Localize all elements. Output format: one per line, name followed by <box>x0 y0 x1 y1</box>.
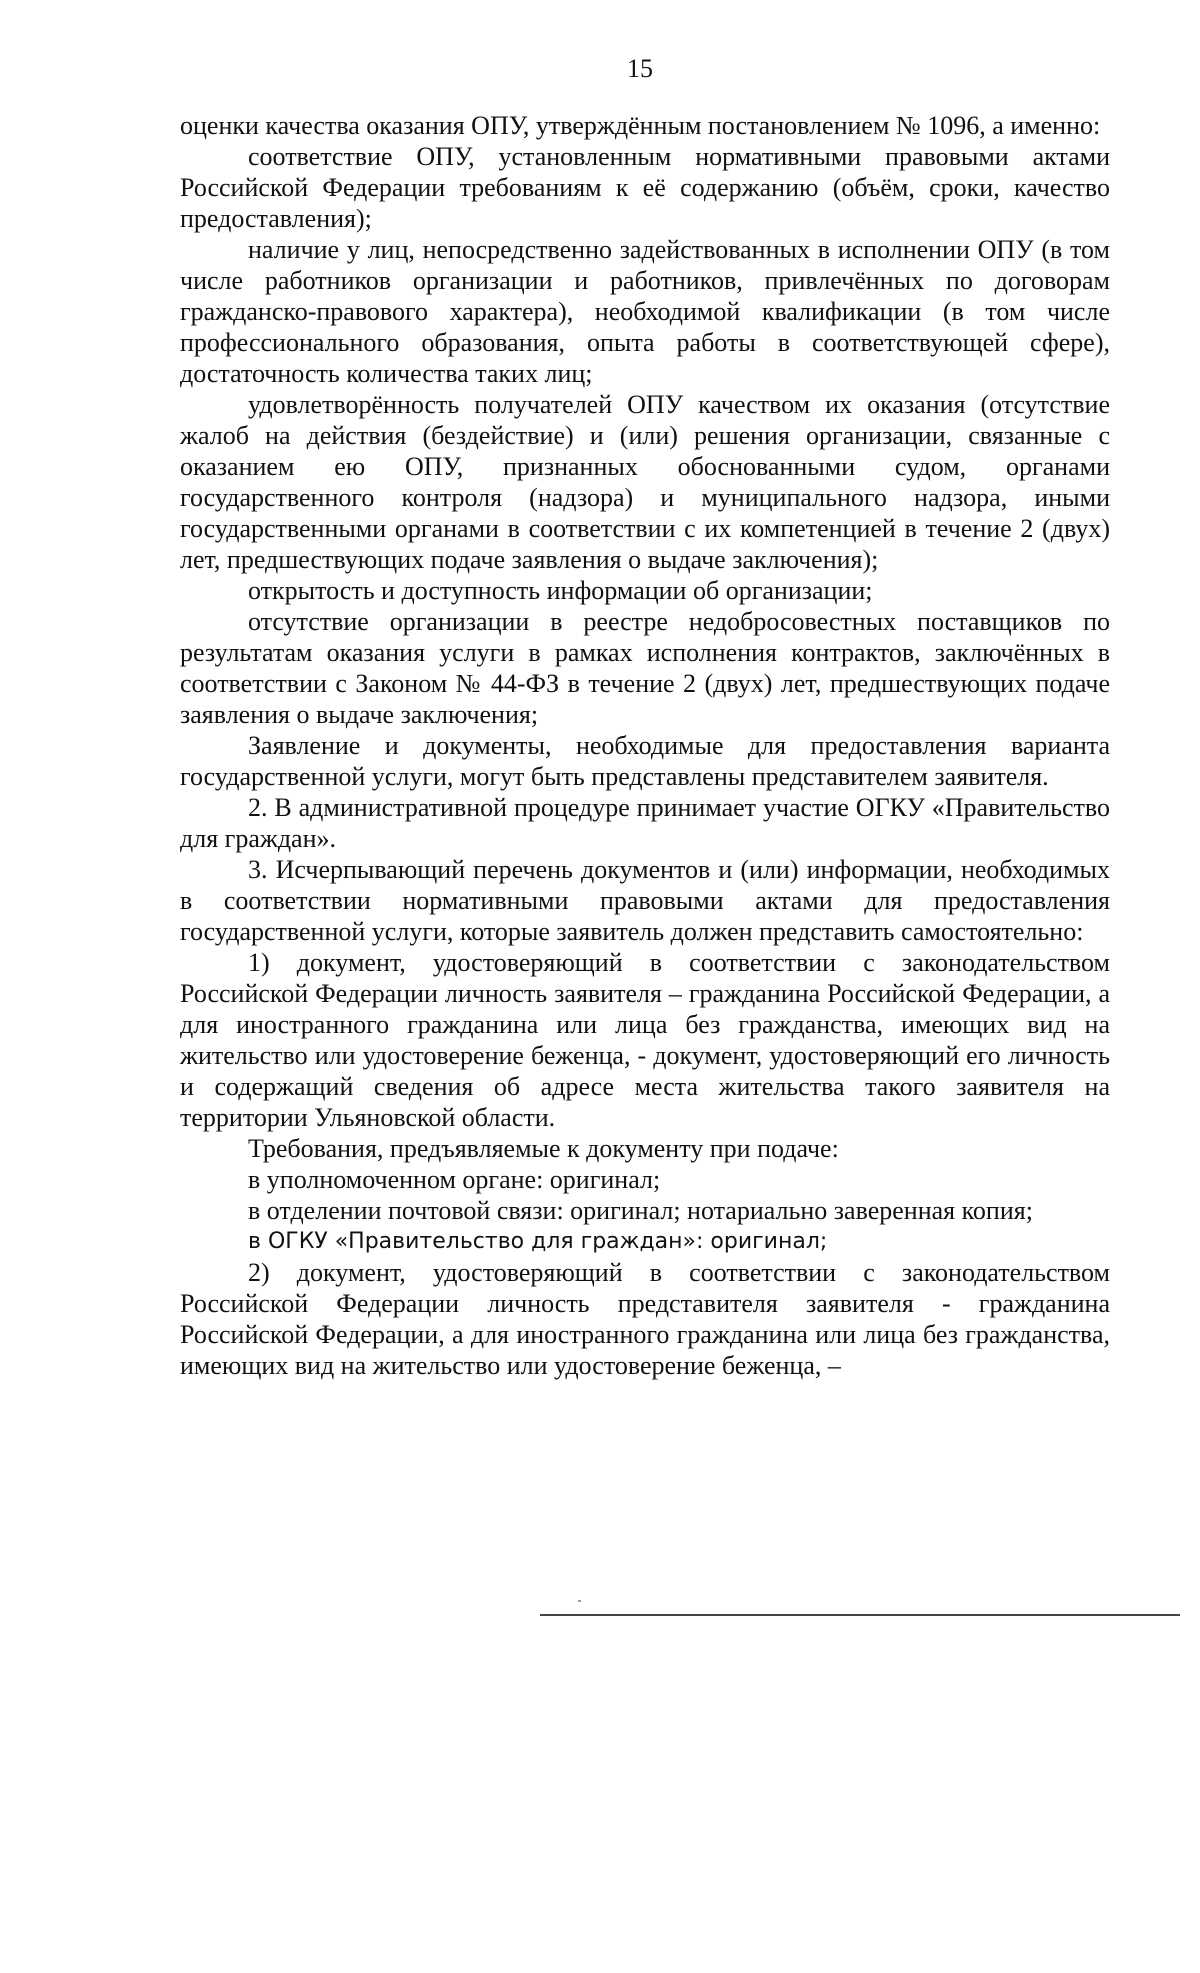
paragraph: открытость и доступность информации об организации; <box>248 576 873 605</box>
paragraph: оценки качества оказания ОПУ, утверждённым постановлением № 1096, а именно: <box>180 111 1101 140</box>
scan-artifact-mark <box>578 1600 581 1602</box>
paragraph: Требования, предъявляемые к документу при подаче: <box>248 1134 839 1163</box>
paragraph: соответствие ОПУ, установленным нормативными правовыми актами Российской Федерации требованиям к её содержанию (объём, сроки, качество предоставления); <box>180 142 1110 233</box>
paragraph: в уполномоченном органе: оригинал; <box>248 1165 661 1194</box>
paragraph: отсутствие организации в реестре недобросовестных поставщиков по результатам оказания услуги в рамках исполнения контрактов, заключённых в соответствии с Законом № 44-ФЗ в течение 2 (двух) лет, предшествующих подаче заявления о выдаче заключения; <box>180 607 1110 729</box>
page-number: 15 <box>627 54 653 83</box>
paragraph: 2. В административной процедуре принимает участие ОГКУ «Правительство для граждан». <box>180 793 1110 853</box>
paragraph: удовлетворённость получателей ОПУ качеством их оказания (отсутствие жалоб на действия (бездействие) и (или) решения организации, связанные с оказанием ею ОПУ, признанных обоснованными судом, органами государственного контроля (надзора) и муниципального надзора, иными государственными органами в соответствии с их компетенцией в течение 2 (двух) лет, предшествующих подаче заявления о выдаче заключения); <box>180 390 1110 574</box>
paragraph: 3. Исчерпывающий перечень документов и (или) информации, необходимых в соответствии нормативными правовыми актами для предоставления государственной услуги, которые заявитель должен представить самостоятельно: <box>180 855 1110 946</box>
paragraph: 2) документ, удостоверяющий в соответствии с законодательством Российской Федерации личность представителя заявителя - гражданина Российской Федерации, а для иностранного гражданина или лица без гражданства, имеющих вид на жительство или удостоверение беженца, – <box>180 1258 1110 1380</box>
paragraph: в отделении почтовой связи: оригинал; нотариально заверенная копия; <box>248 1196 1033 1225</box>
document-body <box>180 110 1110 1381</box>
paragraph: 1) документ, удостоверяющий в соответствии с законодательством Российской Федерации личность заявителя – гражданина Российской Федерации, а для иностранного гражданина или лица без гражданства, имеющих вид на жительство или удостоверение беженца, - документ, удостоверяющий его личность и содержащий сведения об адресе места жительства такого заявителя на территории Ульяновской области. <box>180 948 1110 1132</box>
paragraph: наличие у лиц, непосредственно задействованных в исполнении ОПУ (в том числе работников организации и работников, привлечённых по договорам гражданско-правового характера), необходимой квалификации (в том числе профессионального образования, опыта работы в соответствующей сфере), достаточность количества таких лиц; <box>180 235 1110 388</box>
paragraph: Заявление и документы, необходимые для предоставления варианта государственной услуги, могут быть представлены представителем заявителя. <box>180 731 1110 791</box>
footer-rule <box>540 1614 1180 1616</box>
paragraph: в ОГКУ «Правительство для граждан»: оригинал; <box>248 1229 828 1254</box>
